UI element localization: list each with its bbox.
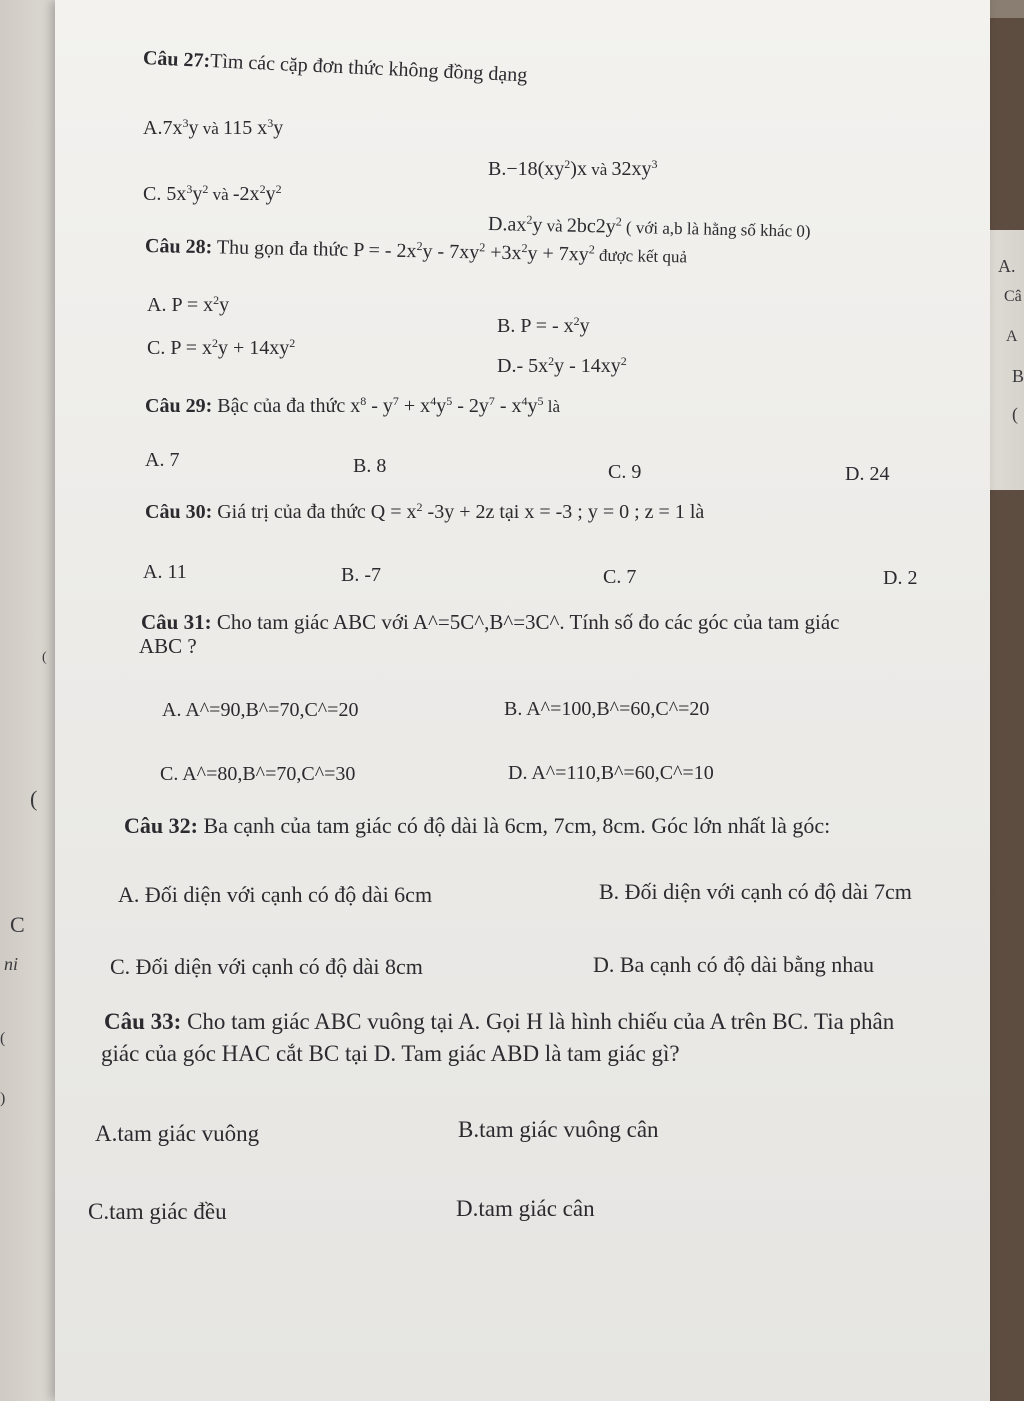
question-label: Câu 32: [124, 813, 198, 838]
q30-option-b: B. -7 [341, 564, 381, 586]
q33-option-c: C.tam giác đều [88, 1199, 227, 1224]
question-32: Câu 32: Ba cạnh của tam giác có độ dài là 6cm, 7cm, 8cm. Góc lớn nhất là góc: [124, 813, 831, 838]
q30-option-d: D. 2 [883, 567, 918, 589]
q33-option-b: B.tam giác vuông cân [458, 1117, 659, 1142]
q28-option-c: C. $P = x^2y + 14xy^2$ [147, 335, 296, 359]
q31-option-c: C. A^=80,B^=70,C^=30 [160, 763, 356, 785]
question-label: Câu 29: [145, 395, 213, 417]
question-label: Câu 31: [141, 610, 212, 634]
edge-fragment: ( [0, 1030, 6, 1047]
q29-option-c: C. 9 [608, 461, 642, 483]
q31-option-a: A. A^=90,B^=70,C^=20 [162, 699, 359, 721]
q28-option-d: D.- $5x^2y - 14xy^2$ [497, 353, 627, 377]
q27-option-a: $A.7x^3y$ và 115 $x^3y$ [143, 115, 284, 139]
q28-option-a: A. $P = x^2y$ [147, 292, 230, 316]
q30-option-c: C. 7 [603, 566, 637, 588]
q31-option-d: D. A^=110,B^=60,C^=10 [508, 762, 714, 784]
q28-option-b: B. P = - $x^2y$ [497, 313, 590, 337]
edge-fragment: C [10, 912, 25, 937]
q32-option-d: D. Ba cạnh có độ dài bằng nhau [593, 952, 875, 977]
q27-option-c: C. $5x^3y^2$ và $-2x^2y^2$ [143, 181, 282, 205]
edge-fragment: Câ [1004, 288, 1022, 305]
edge-fragment: A [1006, 328, 1018, 345]
q33-option-d: D.tam giác cân [456, 1196, 595, 1221]
question-text: Tìm các cặp đơn thức không đồng dạng [209, 50, 528, 87]
edge-fragment: B [1012, 366, 1024, 386]
edge-fragment: ( [30, 786, 38, 811]
q29-option-d: D. 24 [845, 463, 890, 485]
question-33: Câu 33: Cho tam giác ABC vuông tại A. Gọi H là hình chiếu của A trên BC. Tia phân [104, 1009, 895, 1034]
q27-option-d: $D.ax^2y$ và $2bc2y^2$ ( với a,b là hằng số khác 0) [487, 212, 811, 241]
question-label: Câu 27: [142, 47, 211, 73]
q29-option-b: B. 8 [353, 455, 387, 477]
q32-option-c: C. Đối diện với cạnh có độ dài 8cm [110, 954, 423, 979]
edge-fragment: ni [4, 954, 19, 974]
question-28: Câu 28: Thu gọn đa thức P = - $2x^2y - 7xy^2 +3x^2y + 7xy^2$ được kết quả [144, 235, 688, 267]
q33-option-a: A.tam giác vuông [95, 1121, 260, 1146]
question-label: Câu 28: [144, 235, 213, 259]
question-30: Câu 30: Giá trị của đa thức $Q = x^2$ -3y + 2z tại x = -3 ; y = 0 ; z = 1 là [145, 499, 705, 523]
q32-option-b: B. Đối diện với cạnh có độ dài 7cm [599, 879, 912, 904]
edge-fragment: ( [42, 650, 47, 665]
question-33-line-2: giác của góc HAC cắt BC tại D. Tam giác ABD là tam giác gì? [101, 1041, 680, 1066]
edge-fragment: ) [0, 1090, 6, 1107]
q31-option-b: B. A^=100,B^=60,C^=20 [504, 698, 710, 720]
question-label: Câu 33: [104, 1009, 182, 1034]
question-label: Câu 30: [145, 501, 213, 523]
q30-option-a: A. 11 [143, 561, 187, 583]
q29-option-a: A. 7 [145, 449, 180, 471]
q27-option-b: $B.-18(xy^2)x$ và $32xy^3$ [488, 156, 658, 180]
question-31: Câu 31: Cho tam giác ABC với A^=5C^,B^=3C^. Tính số đo các góc của tam giác [141, 610, 840, 634]
q32-option-a: A. Đối diện với cạnh có độ dài 6cm [118, 882, 433, 907]
edge-fragment: A. [998, 256, 1016, 276]
edge-fragment: ( [1012, 404, 1018, 424]
question-31-line-2: ABC ? [139, 634, 197, 658]
question-29: Câu 29: Bậc của đa thức $x^8 - y^7 + x^4y^5 - 2y^7 - x^4y^5$ là [145, 393, 561, 417]
